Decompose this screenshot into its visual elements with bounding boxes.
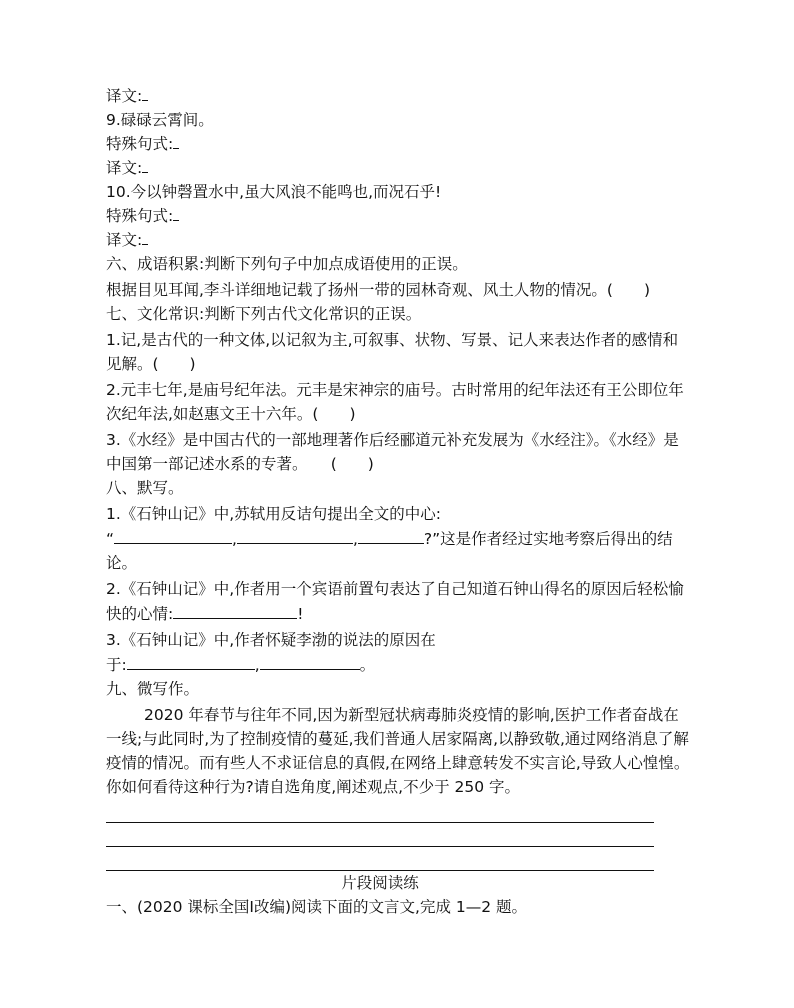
translation-line-3 [106, 228, 690, 252]
translation-label: 译文: [106, 231, 143, 249]
fill-blank-6[interactable] [260, 652, 360, 670]
writing-line-2[interactable] [106, 845, 654, 847]
special-sentence-label: 特殊句式: [106, 207, 174, 225]
section-8-question-3-answer: 于: , 。 [106, 652, 690, 677]
section-7-question-2: 2.元丰七年,是庙号纪年法。元丰是宋神宗的庙号。古时常用的纪年法还有王公即位年次纪年法,如赵惠文王十六年。( ) [106, 381, 684, 423]
section-6-heading: 六、成语积累:判断下列句子中加点成语使用的正误。 [106, 255, 468, 273]
writing-line-1[interactable] [106, 821, 654, 823]
section-7-question-1: 1.记,是古代的一种文体,以记叙为主,可叙事、状物、写景、记人来表达作者的感情和见解。( ) [106, 331, 679, 373]
section-9-prompt: 2020 年春节与往年不同,因为新型冠状病毒肺炎疫情的影响,医护工作者奋战在一线;与此同时,为了控制疫情的蔓延,我们普通人居家隔离,以静致敬,通过网络消息了解疫情的情况。而有些人不求证信息的真假,在网络上肆意转发不实言论,导致人心惶惶。你如何看待这种行为?请自选角度,阐述观点,不少于 250 字。 [106, 706, 690, 796]
section-7-question-3: 3.《水经》是中国古代的一部地理著作后经郦道元补充发展为《水经注》。《水经》是中国第一部记述水系的专著。 ( ) [106, 431, 679, 473]
answer-blank[interactable] [173, 205, 179, 221]
section-title: 片段阅读练 [341, 874, 419, 892]
section-8-question-1-intro: 1.《石钟山记》中,苏轼用反诘句提出全文的中心: [106, 505, 441, 523]
answer-blank[interactable] [142, 157, 148, 173]
translation-label: 译文: [106, 159, 143, 177]
section-9-heading: 九、微写作。 [106, 680, 200, 698]
document-page [106, 84, 690, 919]
fill-blank-4[interactable] [173, 601, 297, 619]
section-8-question-2: 2.《石钟山记》中,作者用一个宾语前置句表达了自己知道石钟山得名的原因后轻松愉快的心情: ! [106, 580, 684, 623]
section-8-question-1-answer: “ , , ?”这是作者经过实地考察后得出的结论。 [106, 526, 690, 575]
fill-blank-3[interactable] [358, 526, 424, 544]
special-sentence-line-1 [106, 132, 690, 156]
section-8-heading: 八、默写。 [106, 479, 184, 497]
special-sentence-label: 特殊句式: [106, 135, 174, 153]
answer-blank[interactable] [142, 229, 148, 245]
question-10: 10.今以钟磬置水中,虽大风浪不能鸣也,而况石乎! [106, 183, 442, 201]
reading-question-heading: 一、(2020 课标全国Ⅰ改编)阅读下面的文言文,完成 1—2 题。 [106, 898, 528, 916]
fill-blank-1[interactable] [114, 526, 232, 544]
section-8-question-3: 3.《石钟山记》中,作者怀疑李渤的说法的原因在 [106, 631, 436, 649]
translation-line-2 [106, 156, 690, 180]
special-sentence-line-2 [106, 204, 690, 228]
section-6-question: 根据目见耳闻,李斗详细地记载了扬州一带的园林奇观、风土人物的情况。( ) [106, 281, 651, 299]
translation-label: 译文: [106, 87, 143, 105]
fill-blank-2[interactable] [237, 526, 353, 544]
translation-line-1 [106, 84, 690, 108]
answer-blank[interactable] [173, 133, 179, 149]
question-9: 9.碌碌云霄间。 [106, 111, 214, 129]
section-7-heading: 七、文化常识:判断下列古代文化常识的正误。 [106, 305, 422, 323]
fill-blank-5[interactable] [127, 652, 255, 670]
answer-blank[interactable] [142, 85, 148, 101]
